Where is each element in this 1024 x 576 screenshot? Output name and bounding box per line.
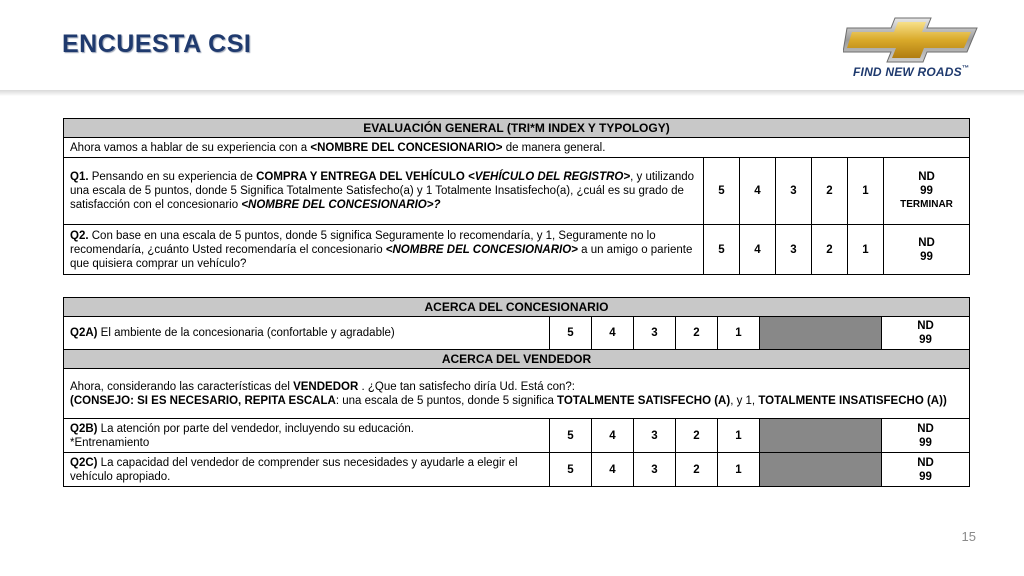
scale-option[interactable]: 2 <box>676 317 718 350</box>
slide-title: ENCUESTA CSI <box>62 30 252 58</box>
scale-option[interactable]: 1 <box>718 317 760 350</box>
scale-option[interactable]: 4 <box>592 453 634 487</box>
blank-cell <box>760 419 882 453</box>
scale-option[interactable]: 5 <box>550 419 592 453</box>
scale-option[interactable]: 3 <box>776 225 812 275</box>
salesperson-intro: Ahora, considerando las características del VENDEDOR . ¿Que tan satisfecho diría Ud. Está con?: (CONSEJO: SI ES NECESARIO, REPITA ESCALA: una escala de 5 puntos, donde 5 significa TOTALMENTE SATISFECHO (A), y 1, TOTALMENTE INSATISFECHO (A)) <box>64 369 970 419</box>
scale-option[interactable]: 4 <box>740 158 776 225</box>
section-header-salesperson: ACERCA DEL VENDEDOR <box>64 350 970 369</box>
table-row <box>64 419 970 453</box>
table-row <box>64 453 970 487</box>
question-q2: Q2. Con base en una escala de 5 puntos, donde 5 significa Seguramente lo recomendaría, y 1, Seguramente no lo recomendaría, ¿cuánto Usted recomendaría el concesionario <NOMBRE DEL CONCESIONARIO> a un amigo o pariente que quisiera comprar un vehículo? <box>64 225 704 275</box>
question-q2c: Q2C) La capacidad del vendedor de comprender sus necesidades y ayudarle a elegir el vehículo apropiado. <box>64 453 550 487</box>
scale-option[interactable]: 5 <box>704 158 740 225</box>
table-row <box>64 158 970 225</box>
scale-option[interactable]: 1 <box>848 158 884 225</box>
page-number: 15 <box>961 529 976 544</box>
scale-option[interactable]: 3 <box>634 317 676 350</box>
scale-option[interactable]: 3 <box>634 419 676 453</box>
table-row <box>64 317 970 350</box>
scale-option[interactable]: 2 <box>676 453 718 487</box>
table-row <box>64 225 970 275</box>
intro-text: Ahora vamos a hablar de su experiencia con a <NOMBRE DEL CONCESIONARIO> de manera general. <box>64 138 970 158</box>
scale-option[interactable]: 4 <box>592 419 634 453</box>
scale-option[interactable]: 5 <box>704 225 740 275</box>
header-divider <box>0 90 1024 96</box>
section-header-dealer: ACERCA DEL CONCESIONARIO <box>64 298 970 317</box>
blank-cell <box>760 453 882 487</box>
scale-option[interactable]: 2 <box>812 158 848 225</box>
nd-option[interactable]: ND 99 <box>882 453 970 487</box>
scale-option[interactable]: 2 <box>812 225 848 275</box>
general-evaluation-table <box>63 118 970 275</box>
scale-option[interactable]: 1 <box>718 419 760 453</box>
dealer-salesperson-table <box>63 297 970 487</box>
scale-option[interactable]: 3 <box>634 453 676 487</box>
nd-option[interactable]: ND 99 <box>882 317 970 350</box>
section-header: EVALUACIÓN GENERAL (TRI*M INDEX Y TYPOLOGY) <box>64 119 970 138</box>
nd-option[interactable]: ND 99 TERMINAR <box>884 158 970 225</box>
scale-option[interactable]: 1 <box>848 225 884 275</box>
question-q2b: Q2B) La atención por parte del vendedor, incluyendo su educación. *Entrenamiento <box>64 419 550 453</box>
scale-option[interactable]: 4 <box>740 225 776 275</box>
scale-option[interactable]: 4 <box>592 317 634 350</box>
brand-tagline: FIND NEW ROADS™ <box>853 65 969 79</box>
scale-option[interactable]: 5 <box>550 453 592 487</box>
blank-cell <box>760 317 882 350</box>
nd-option[interactable]: ND 99 <box>884 225 970 275</box>
question-q2a: Q2A) El ambiente de la concesionaria (confortable y agradable) <box>64 317 550 350</box>
scale-option[interactable]: 5 <box>550 317 592 350</box>
nd-option[interactable]: ND 99 <box>882 419 970 453</box>
question-q1: Q1. Pensando en su experiencia de COMPRA Y ENTREGA DEL VEHÍCULO <VEHÍCULO DEL REGISTRO>, y utilizando una escala de 5 puntos, donde 5 Significa Totalmente Satisfecho(a) y 1 Totalmente Insatisfecho(a), ¿cuál es su grado de satisfacción con el concesionario <NOMBRE DEL CONCESIONARIO>? <box>64 158 704 225</box>
scale-option[interactable]: 3 <box>776 158 812 225</box>
scale-option[interactable]: 2 <box>676 419 718 453</box>
scale-option[interactable]: 1 <box>718 453 760 487</box>
